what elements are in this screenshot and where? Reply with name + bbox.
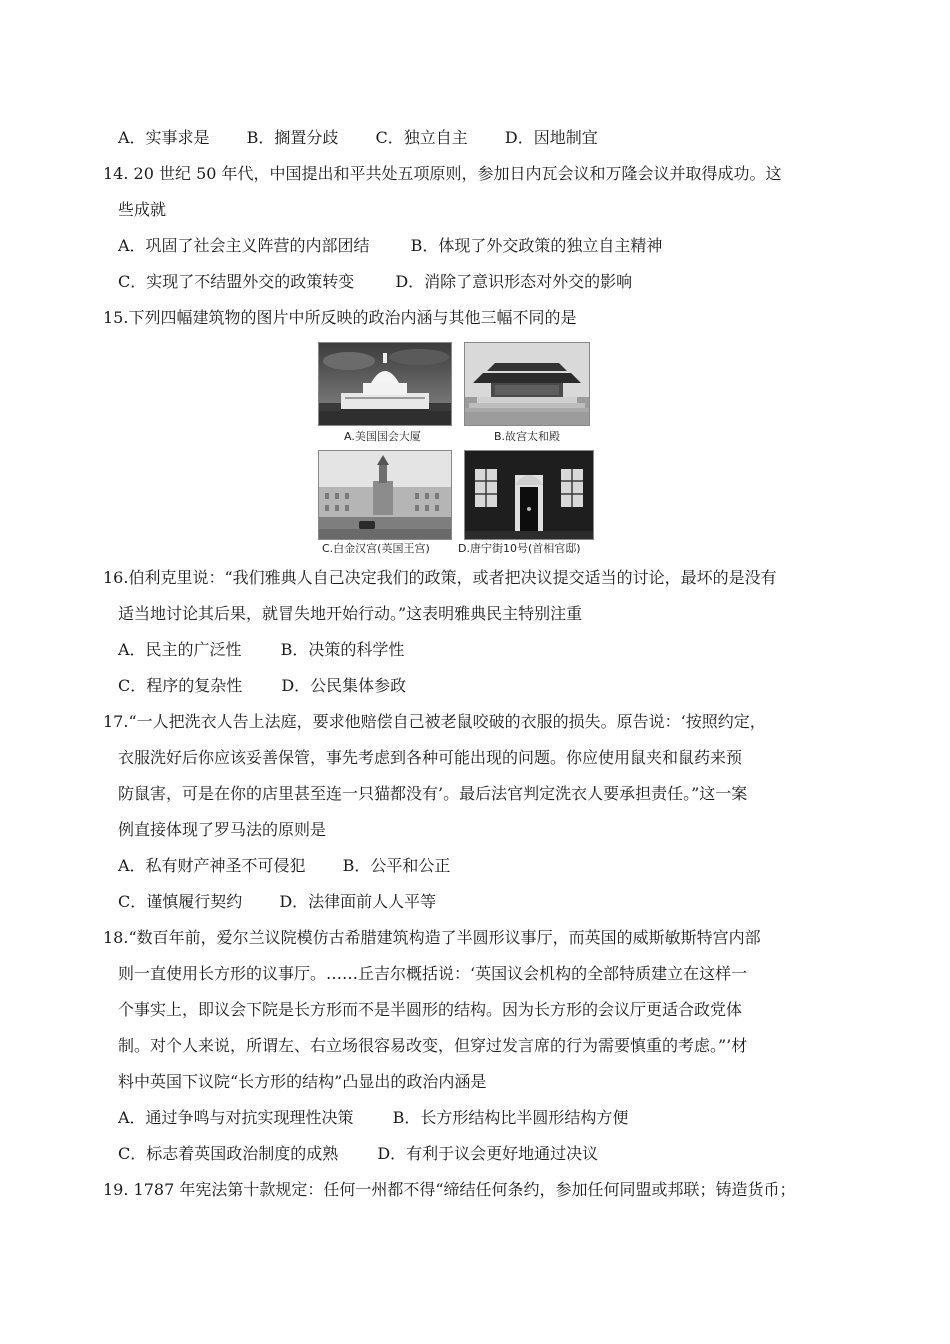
q15-photo-b[interactable]: [464, 342, 590, 426]
q15-caption-c: C.白金汉宫(英国王宫): [322, 542, 430, 555]
q19-stem-line1: 19. 1787 年宪法第十款规定：任何一州都不得“缔结任何条约，参加任何同盟或邦联；铸造货币；: [103, 1180, 796, 1199]
q17-option-b[interactable]: B．公平和公正: [342, 856, 451, 875]
q13-option-a[interactable]: A．实事求是: [118, 128, 210, 147]
q15-caption-d: D.唐宁街10号(首相官邸): [458, 542, 581, 555]
q14-option-c[interactable]: C．实现了不结盟外交的政策转变: [118, 272, 355, 291]
q17-option-a[interactable]: A．私有财产神圣不可侵犯: [118, 856, 306, 875]
q15-caption-b: B.故宫太和殿: [494, 430, 561, 443]
q16-option-a[interactable]: A．民主的广泛性: [118, 640, 242, 659]
q18-option-b[interactable]: B．长方形结构比半圆形结构方便: [392, 1108, 629, 1127]
q14-option-a[interactable]: A．巩固了社会主义阵营的内部团结: [118, 236, 370, 255]
q15-stem: 15.下列四幅建筑物的图片中所反映的政治内涵与其他三幅不同的是: [103, 308, 577, 327]
q16-option-d[interactable]: D．公民集体参政: [281, 676, 407, 695]
q18-stem-line2: 则一直使用长方形的议事厅。……丘吉尔概括说：‘英国议会机构的全部特质建立在这样一: [118, 964, 748, 983]
q13-option-b[interactable]: B．搁置分歧: [246, 128, 339, 147]
q18-options-row1: [118, 1108, 628, 1128]
q17-options-row2: [118, 892, 436, 912]
q14-option-b[interactable]: B．体现了外交政策的独立自主精神: [410, 236, 663, 255]
q13-option-c[interactable]: C．独立自主: [375, 128, 468, 147]
q16-stem-line2: 适当地讨论其后果，就冒失地开始行动。”这表明雅典民主特别注重: [118, 604, 583, 623]
q17-stem-line3: 防鼠害，可是在你的店里甚至连一只猫都没有’。最后法官判定洗衣人要承担责任。”这一案: [118, 784, 748, 803]
q14-options-row1: [118, 236, 662, 256]
q17-stem-line2: 衣服洗好后你应该妥善保管，事先考虑到各种可能出现的问题。你应使用鼠夹和鼠药来预: [118, 748, 743, 767]
q15-figure: [318, 342, 596, 558]
q14-stem-line2: 些成就: [118, 200, 167, 219]
q17-option-c[interactable]: C．谨慎履行契约: [118, 892, 243, 911]
q18-stem-line5: 料中英国下议院“长方形的结构”凸显出的政治内涵是: [118, 1072, 487, 1091]
q18-stem-line3: 个事实上，即议会下院是长方形而不是半圆形的结构。因为长方形的会议厅更适合政党体: [118, 1000, 743, 1019]
q17-options-row1: [118, 856, 450, 876]
q14-option-d[interactable]: D．消除了意识形态对外交的影响: [395, 272, 633, 291]
q18-stem-line1: 18.“数百年前，爱尔兰议院模仿古希腊建筑构造了半圆形议事厅，而英国的威斯敏斯特宫内部: [103, 928, 761, 947]
q15-photo-d[interactable]: [464, 450, 594, 540]
q16-options-row2: [118, 676, 406, 696]
q18-options-row2: [118, 1144, 598, 1164]
q13-option-d[interactable]: D．因地制宜: [504, 128, 598, 147]
q18-option-a[interactable]: A．通过争鸣与对抗实现理性决策: [118, 1108, 354, 1127]
q16-options-row1: [118, 640, 404, 660]
q16-option-c[interactable]: C．程序的复杂性: [118, 676, 243, 695]
q14-stem-line1: 14. 20 世纪 50 年代，中国提出和平共处五项原则，参加日内瓦会议和万隆会议并取得成功。这: [103, 164, 782, 183]
q15-caption-a: A.美国国会大厦: [344, 430, 421, 443]
q15-photo-c[interactable]: [318, 450, 452, 540]
q16-option-b[interactable]: B．决策的科学性: [280, 640, 405, 659]
q15-photo-a[interactable]: [318, 342, 452, 426]
q18-stem-line4: 制。对个人来说，所谓左、右立场很容易改变，但穿过发言席的行为需要慎重的考虑。”’材: [118, 1036, 748, 1055]
q16-stem-line1: 16.伯利克里说：“我们雅典人自己决定我们的政策，或者把决议提交适当的讨论，最坏的是没有: [103, 568, 777, 587]
q17-stem-line4: 例直接体现了罗马法的原则是: [118, 820, 327, 839]
q17-stem-line1: 17.“一人把洗衣人告上法庭，要求他赔偿自己被老鼠咬破的衣服的损失。原告说：‘按照约定，: [103, 712, 766, 731]
q14-options-row2: [118, 272, 632, 292]
q18-option-c[interactable]: C．标志着英国政治制度的成熟: [118, 1144, 339, 1163]
q13-options: [118, 128, 598, 148]
q18-option-d[interactable]: D．有利于议会更好地通过决议: [377, 1144, 599, 1163]
q17-option-d[interactable]: D．法律面前人人平等: [279, 892, 437, 911]
